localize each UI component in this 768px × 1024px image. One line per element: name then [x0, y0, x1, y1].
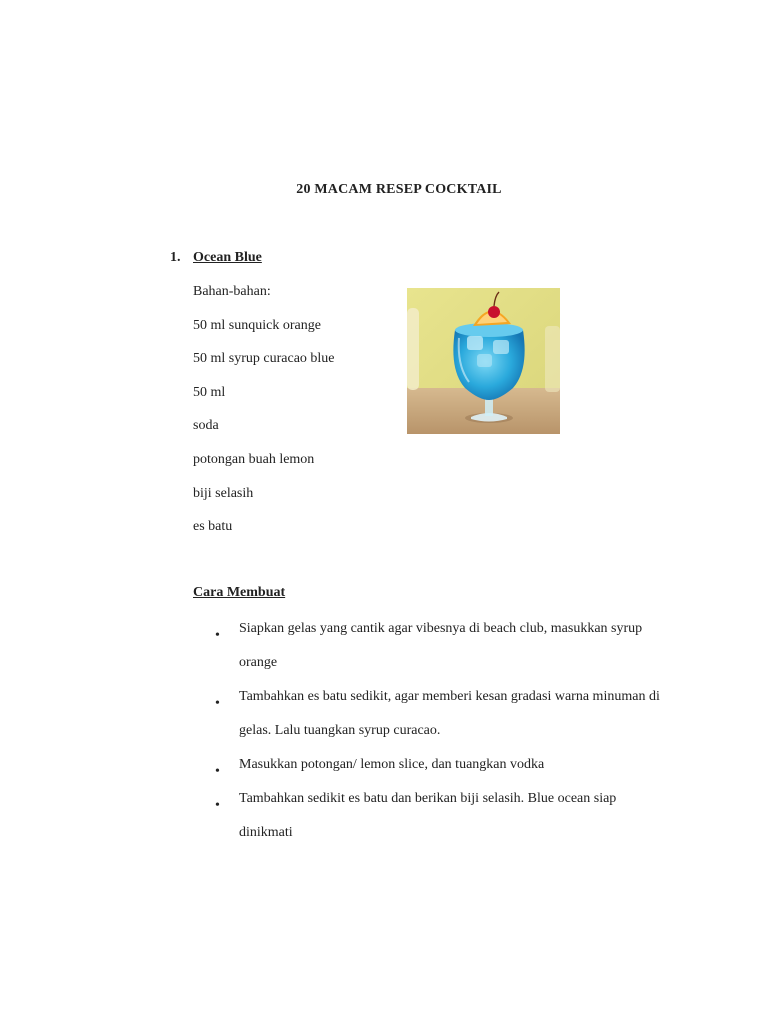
document-title: 20 MACAM RESEP COCKTAIL — [296, 182, 502, 197]
ingredient-item: 50 ml syrup curacao blue — [193, 351, 335, 367]
bullet-icon: • — [215, 696, 220, 711]
bullet-icon: • — [215, 628, 220, 643]
ingredient-item: biji selasih — [193, 485, 254, 501]
recipe-number: 1. — [170, 250, 181, 265]
ingredients-heading: Bahan-bahan: — [193, 284, 271, 299]
bullet-icon: • — [215, 798, 220, 813]
recipe-name: Ocean Blue — [193, 250, 262, 265]
step-item — [215, 789, 665, 857]
ingredients-list — [193, 283, 335, 552]
ingredient-item: soda — [193, 418, 219, 434]
step-text: Siapkan gelas yang cantik agar vibesnya di beach club, masukkan syrup orange — [239, 621, 643, 670]
cocktail-photo — [407, 288, 560, 434]
ingredient-item: potongan buah lemon — [193, 451, 315, 467]
step-text: Masukkan potongan/ lemon slice, dan tuangkan vodka — [239, 757, 545, 772]
step-item — [215, 619, 665, 687]
steps-list — [215, 619, 665, 857]
method-title: Cara Membuat — [193, 585, 286, 600]
ingredient-item: es batu — [193, 519, 233, 535]
ingredient-item: 50 ml — [193, 384, 226, 400]
step-item — [215, 687, 665, 755]
bullet-icon: • — [215, 764, 220, 779]
step-text: Tambahkan sedikit es batu dan berikan biji selasih. Blue ocean siap dinikmati — [239, 791, 617, 840]
ingredient-item: 50 ml sunquick orange — [193, 317, 321, 333]
step-text: Tambahkan es batu sedikit, agar memberi kesan gradasi warna minuman di gelas. Lalu tuangkan syrup curacao. — [239, 689, 660, 738]
